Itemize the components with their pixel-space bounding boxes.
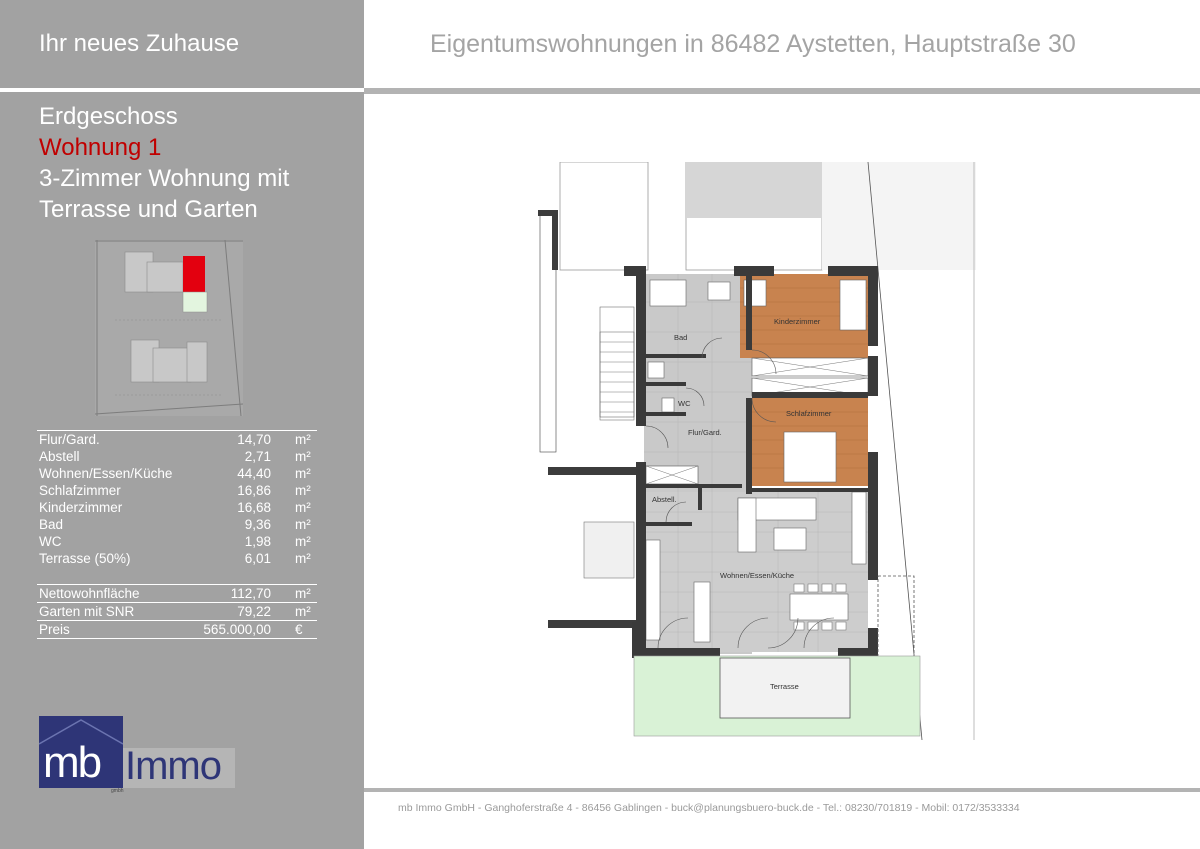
area-name: Terrasse (50%)	[39, 551, 131, 566]
logo-mb-text: mb	[43, 738, 101, 787]
room-label-abstell: Abstell.	[652, 495, 677, 504]
room-label-wohnen: Wohnen/Essen/Küche	[720, 571, 795, 580]
area-name: WC	[39, 534, 62, 549]
wc-toilet-icon	[662, 398, 674, 412]
room-label-flur: Flur/Gard.	[688, 428, 722, 437]
area-row	[37, 550, 317, 567]
area-value: 1,98	[244, 534, 271, 549]
unit-label: Wohnung 1	[39, 134, 162, 161]
area-value: 16,86	[237, 483, 271, 498]
kitchen-counter-icon	[646, 540, 660, 640]
room-label-terrasse: Terrasse	[770, 682, 799, 691]
area-value: 44,40	[237, 466, 271, 481]
coffee-table-icon	[774, 528, 806, 550]
total-name: Nettowohnfläche	[37, 585, 177, 603]
area-value: 2,71	[244, 449, 271, 464]
kitchen-island-icon	[694, 582, 710, 642]
area-unit: m²	[295, 551, 311, 566]
total-value: 565.000,00	[177, 621, 273, 639]
mb-immo-logo	[39, 716, 239, 792]
header-divider	[364, 88, 1200, 94]
tagline: Ihr neues Zuhause	[39, 30, 240, 57]
room-label-bad: Bad	[674, 333, 688, 342]
area-value: 14,70	[222, 431, 273, 449]
page-title: Eigentumswohnungen in 86482 Aystetten, Hauptstraße 30	[430, 30, 1076, 58]
area-name: Wohnen/Essen/Küche	[39, 466, 173, 481]
area-unit: m²	[295, 466, 311, 481]
total-value: 79,22	[177, 603, 273, 621]
sidebar-header	[0, 0, 364, 92]
sidebar	[0, 0, 364, 849]
area-value: 16,68	[237, 500, 271, 515]
site-plan-thumbnail	[95, 240, 243, 416]
area-unit: m²	[273, 431, 317, 449]
area-row	[37, 516, 317, 533]
area-row	[37, 533, 317, 550]
area-name: Kinderzimmer	[39, 500, 123, 515]
area-name: Abstell	[39, 449, 80, 464]
area-name: Bad	[39, 517, 64, 532]
area-unit: m²	[295, 500, 311, 515]
room-label-kinderzimmer: Kinderzimmer	[774, 317, 821, 326]
sofa-side-icon	[738, 498, 756, 552]
area-row	[37, 448, 317, 465]
area-table	[37, 430, 317, 567]
area-unit: m²	[295, 534, 311, 549]
area-unit: m²	[295, 483, 311, 498]
footer-divider	[364, 788, 1200, 792]
sink-icon	[708, 282, 730, 300]
area-unit: m²	[295, 517, 311, 532]
total-value: 112,70	[177, 585, 273, 603]
area-value: 6,01	[244, 551, 271, 566]
bed-icon	[840, 280, 866, 330]
room-label-wc: WC	[678, 399, 691, 408]
total-unit: m²	[273, 585, 317, 603]
total-row	[37, 603, 317, 621]
area-row	[37, 465, 317, 482]
area-name: Schlafzimmer	[39, 483, 121, 498]
totals-table	[37, 584, 317, 639]
area-unit: m²	[295, 449, 311, 464]
logo-small-text: gmbh	[111, 788, 124, 794]
apartment-type-line-2: Terrasse und Garten	[39, 196, 258, 223]
cabinet-icon	[852, 492, 866, 564]
logo-immo-text: Immo	[125, 744, 221, 788]
floor-plan	[538, 162, 978, 740]
bathtub-icon	[650, 280, 686, 306]
total-unit: €	[273, 621, 317, 639]
total-row	[37, 585, 317, 603]
floor-label: Erdgeschoss	[39, 103, 178, 130]
dining-table-icon	[790, 594, 848, 620]
area-name: Flur/Gard.	[37, 431, 222, 449]
total-name: Preis	[37, 621, 177, 639]
highlighted-unit	[183, 256, 205, 292]
toilet-icon	[648, 362, 664, 378]
room-label-schlafzimmer: Schlafzimmer	[786, 409, 832, 418]
area-row	[37, 482, 317, 499]
price-row	[37, 621, 317, 639]
total-name: Garten mit SNR	[37, 603, 177, 621]
double-bed-icon	[784, 432, 836, 482]
total-unit: m²	[273, 603, 317, 621]
apartment-type-line-1: 3-Zimmer Wohnung mit	[39, 165, 290, 192]
area-value: 9,36	[244, 517, 271, 532]
area-row	[37, 499, 317, 516]
footer-contact: mb Immo GmbH - Ganghoferstraße 4 - 86456 Gablingen - buck@planungsbuero-buck.de - Tel.: 08230/701819 - Mobil: 0172/3533334	[398, 802, 1020, 814]
area-row	[37, 431, 317, 449]
